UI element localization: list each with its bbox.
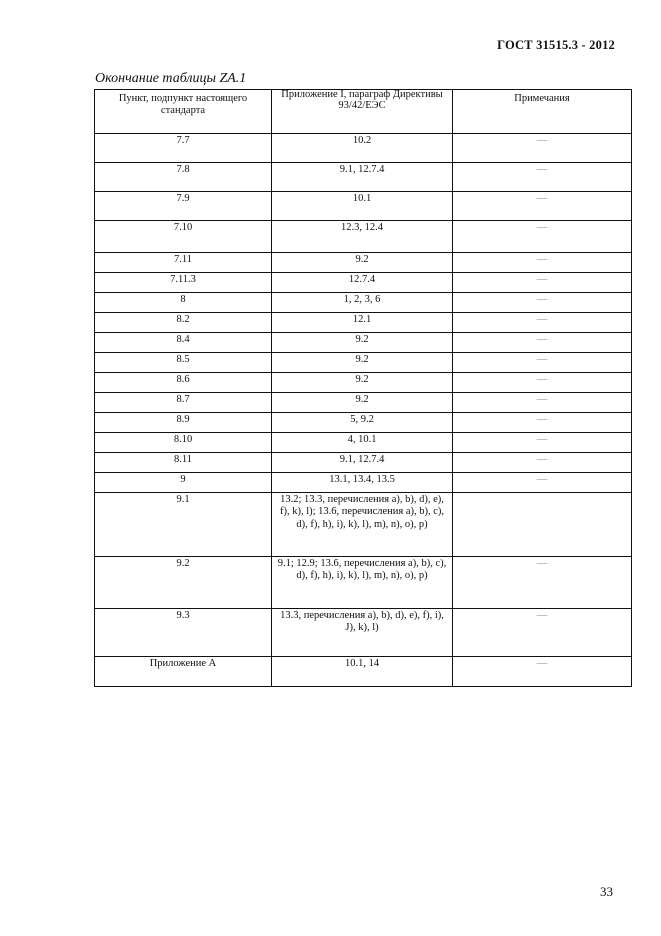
cell-clause: 7.7: [95, 134, 272, 163]
cell-clause: 8.4: [95, 333, 272, 353]
column-header-notes: Примечания: [453, 90, 632, 134]
table-row: [95, 609, 632, 657]
table-row: [95, 221, 632, 253]
cell-clause: 7.11: [95, 253, 272, 273]
table-row: [95, 493, 632, 557]
cell-clause: 9.2: [95, 557, 272, 609]
table-header-row: [95, 90, 632, 134]
cell-note: —: [453, 373, 632, 393]
cell-annex: 9.2: [272, 333, 453, 353]
cell-note: —: [453, 333, 632, 353]
cell-clause: 8.9: [95, 413, 272, 433]
cell-clause: 7.10: [95, 221, 272, 253]
cell-note: —: [453, 163, 632, 192]
cell-note: —: [453, 557, 632, 609]
cell-note: —: [453, 253, 632, 273]
cell-annex: 12.1: [272, 313, 453, 333]
table-caption: Окончание таблицы ZA.1: [95, 71, 247, 86]
cell-annex: 4, 10.1: [272, 433, 453, 453]
cell-clause: Приложение А: [95, 657, 272, 687]
cell-annex: 9.1, 12.7.4: [272, 163, 453, 192]
cell-note: —: [453, 192, 632, 221]
correspondence-table: [94, 89, 632, 687]
cell-annex: 13.2; 13.3, перечисления a), b), d), e), f), k), l); 13.6, перечисления a), b), c), d), f), h), i), k), l), m), n), o), p): [272, 493, 453, 557]
table-row: [95, 657, 632, 687]
cell-annex: 9.2: [272, 353, 453, 373]
column-header-annex: Приложение I, параграф Директивы 93/42/ЕЭС: [272, 90, 453, 134]
cell-annex: 9.2: [272, 253, 453, 273]
table-row: [95, 373, 632, 393]
cell-annex: 12.3, 12.4: [272, 221, 453, 253]
cell-clause: 8.11: [95, 453, 272, 473]
column-header-clause: Пункт, подпункт настоящего стандарта: [95, 90, 272, 134]
cell-clause: 8.2: [95, 313, 272, 333]
table-row: [95, 353, 632, 373]
cell-note: —: [453, 353, 632, 373]
cell-note: —: [453, 293, 632, 313]
table-row: [95, 273, 632, 293]
cell-note: —: [453, 413, 632, 433]
cell-annex: 13.1, 13.4, 13.5: [272, 473, 453, 493]
table-row: [95, 293, 632, 313]
table-row: [95, 163, 632, 192]
cell-annex: 9.1; 12.9; 13.6, перечисления a), b), c), d), f), h), i), k), l), m), n), o), p): [272, 557, 453, 609]
cell-clause: 8: [95, 293, 272, 313]
cell-clause: 7.11.3: [95, 273, 272, 293]
cell-annex: 10.2: [272, 134, 453, 163]
cell-clause: 7.9: [95, 192, 272, 221]
cell-note: —: [453, 473, 632, 493]
page-number: 33: [600, 884, 613, 899]
cell-note: —: [453, 453, 632, 473]
cell-note: —: [453, 393, 632, 413]
cell-annex: 10.1: [272, 192, 453, 221]
cell-clause: 8.6: [95, 373, 272, 393]
table-row: [95, 134, 632, 163]
cell-clause: 9.3: [95, 609, 272, 657]
cell-note: [453, 493, 632, 557]
table-row: [95, 473, 632, 493]
standard-code: ГОСТ 31515.3 - 2012: [497, 38, 615, 52]
table-row: [95, 413, 632, 433]
cell-note: —: [453, 609, 632, 657]
table-row: [95, 192, 632, 221]
cell-note: —: [453, 433, 632, 453]
cell-note: —: [453, 221, 632, 253]
cell-clause: 8.5: [95, 353, 272, 373]
cell-note: —: [453, 273, 632, 293]
table-row: [95, 433, 632, 453]
cell-note: —: [453, 134, 632, 163]
table-row: [95, 393, 632, 413]
cell-clause: 8.10: [95, 433, 272, 453]
cell-annex: 13.3, перечисления a), b), d), e), f), i), J), k), l): [272, 609, 453, 657]
cell-note: —: [453, 313, 632, 333]
cell-clause: 9: [95, 473, 272, 493]
table-row: [95, 453, 632, 473]
cell-annex: 10.1, 14: [272, 657, 453, 687]
cell-annex: 9.2: [272, 393, 453, 413]
table-row: [95, 313, 632, 333]
cell-annex: 12.7.4: [272, 273, 453, 293]
cell-clause: 9.1: [95, 493, 272, 557]
cell-annex: 5, 9.2: [272, 413, 453, 433]
cell-annex: 1, 2, 3, 6: [272, 293, 453, 313]
cell-clause: 8.7: [95, 393, 272, 413]
table-row: [95, 253, 632, 273]
cell-annex: 9.2: [272, 373, 453, 393]
cell-annex: 9.1, 12.7.4: [272, 453, 453, 473]
table-row: [95, 557, 632, 609]
cell-clause: 7.8: [95, 163, 272, 192]
cell-note: —: [453, 657, 632, 687]
table-row: [95, 333, 632, 353]
